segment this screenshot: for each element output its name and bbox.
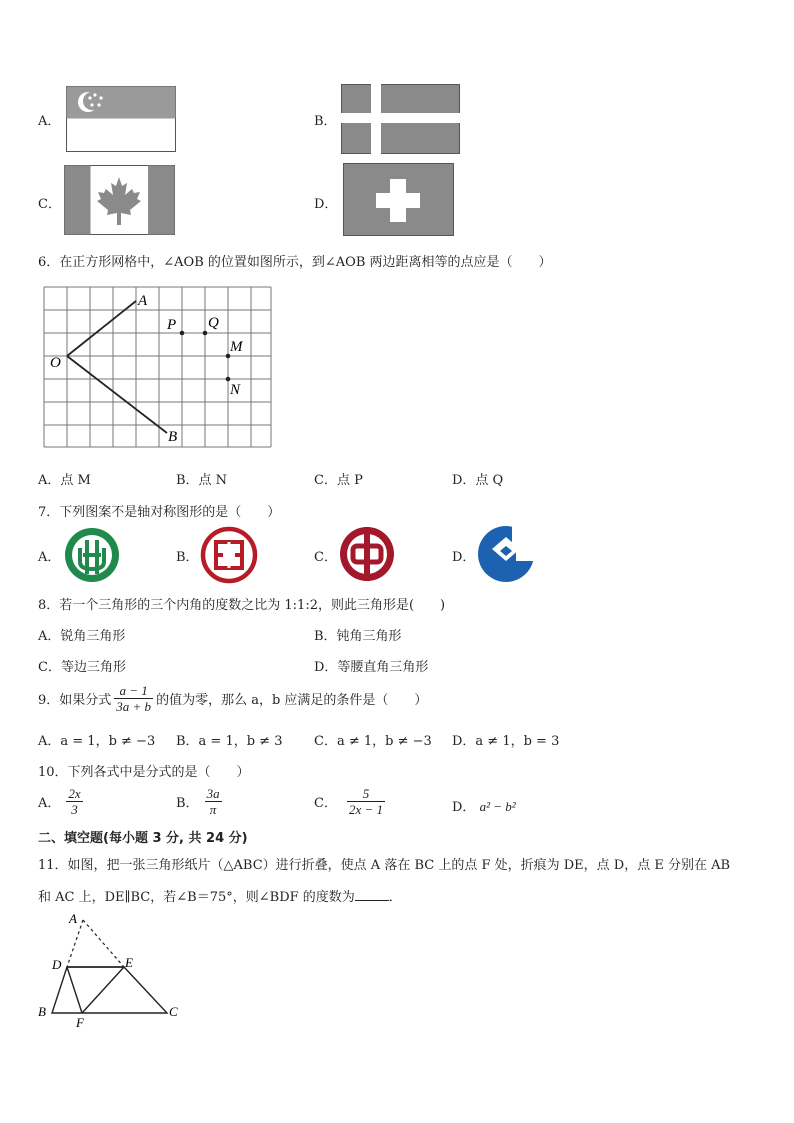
- q10-option-d-label: D．: [452, 800, 476, 815]
- q10-option-a-label: A．: [38, 796, 61, 811]
- label-c: C: [169, 1004, 178, 1019]
- q8-stem: 8．若一个三角形的三个内角的度数之比为 1:1:2，则此三角形是( ): [38, 598, 446, 613]
- label-m: M: [230, 339, 243, 355]
- q8-option-a: A．锐角三角形: [38, 629, 126, 644]
- q10-option-b-label: B．: [176, 796, 199, 811]
- q6-option-a: A．点 M: [38, 473, 91, 488]
- q6-option-c: C．点 P: [314, 473, 363, 488]
- q5-option-c-label: C．: [38, 197, 61, 212]
- label-f: F: [76, 1015, 84, 1030]
- icbc-logo-icon: [200, 526, 258, 588]
- q11-line2-end: ．: [388, 890, 402, 905]
- q6-stem: 6．在正方形网格中，∠AOB 的位置如图所示，到∠AOB 两边距离相等的点应是（ ）: [38, 255, 552, 270]
- label-a: A: [138, 293, 148, 309]
- q9-frac-den: 3a + b: [116, 699, 152, 714]
- q9-option-b: B．a = 1，b ≠ 3: [176, 734, 283, 749]
- q10-option-b-frac: [205, 786, 222, 817]
- q5-option-b-label: B．: [314, 114, 337, 129]
- q7-option-d-label: D．: [452, 550, 476, 565]
- label-o: O: [50, 355, 61, 371]
- q7-option-a-label: A．: [38, 550, 61, 565]
- canada-flag-icon: [64, 165, 175, 239]
- agricultural-bank-logo-icon: [63, 526, 121, 588]
- q9-option-a: A．a = 1，b ≠ −3: [38, 734, 156, 749]
- q10-a-den: 3: [71, 802, 78, 817]
- q9-prefix: 9．如果分式: [38, 693, 112, 708]
- q9-fraction: [114, 683, 153, 714]
- cross-flag-icon: [341, 84, 460, 158]
- q10-stem: 10．下列各式中是分式的是（ ）: [38, 765, 250, 780]
- construction-bank-logo-icon: [476, 525, 538, 587]
- q9-option-d: D．a ≠ 1，b = 3: [452, 734, 560, 749]
- q7-option-b-label: B．: [176, 550, 199, 565]
- answer-blank: [355, 888, 389, 901]
- q9-stem: [38, 683, 427, 714]
- q9-option-c: C．a ≠ 1，b ≠ −3: [314, 734, 432, 749]
- q10-b-den: π: [209, 802, 217, 817]
- q10-option-c-label: C．: [314, 796, 337, 811]
- section-title: 二、填空题(每小题 3 分, 共 24 分): [38, 831, 248, 846]
- q5-option-a-label: A．: [38, 114, 61, 129]
- q10-option-d-expr: a² − b²: [479, 799, 516, 814]
- label-a: A: [69, 911, 77, 926]
- q11-triangle-figure: [36, 910, 186, 1034]
- q6-grid-figure: [40, 285, 280, 454]
- q9-frac-num: a − 1: [114, 683, 153, 699]
- bank-of-china-logo-icon: [338, 525, 396, 587]
- q8-option-b: B．钝角三角形: [314, 629, 402, 644]
- q6-option-b: B．点 N: [176, 473, 228, 488]
- swiss-flag-icon: [343, 163, 454, 240]
- q5-option-d-label: D．: [314, 197, 338, 212]
- q10-option-c-frac: [347, 786, 385, 817]
- q9-suffix: 的值为零，那么 a，b 应满足的条件是（ ）: [156, 693, 428, 708]
- q10-c-num: 5: [347, 786, 385, 802]
- q10-c-den: 2x − 1: [348, 802, 383, 817]
- label-d: D: [52, 957, 62, 972]
- q8-option-c: C．等边三角形: [38, 660, 126, 675]
- q11-line2-text: 和 AC 上，DE∥BC，若∠B＝75°，则∠BDF 的度数为: [38, 890, 355, 905]
- q10-option-a-frac: [66, 786, 82, 817]
- q10-option-d: [452, 796, 516, 815]
- q10-a-num: 2x: [68, 786, 81, 801]
- label-p: P: [167, 317, 177, 333]
- label-n: N: [230, 382, 241, 398]
- label-e: E: [125, 955, 133, 970]
- q10-option-a: [38, 786, 83, 817]
- q7-option-c-label: C．: [314, 550, 337, 565]
- q10-option-c: [314, 786, 385, 817]
- q11-line2: [38, 886, 402, 905]
- q8-option-d: D．等腰直角三角形: [314, 660, 429, 675]
- label-b: B: [38, 1004, 46, 1019]
- q10-option-b: [176, 786, 222, 817]
- q11-line1: 11．如图，把一张三角形纸片（△ABC）进行折叠，使点 A 落在 BC 上的点 F 处，折痕为 DE，点 D，点 E 分别在 AB: [38, 858, 731, 873]
- q6-option-d: D．点 Q: [452, 473, 504, 488]
- label-q: Q: [208, 315, 219, 331]
- q7-stem: 7．下列图案不是轴对称图形的是（ ）: [38, 505, 281, 520]
- q10-b-num: 3a: [206, 786, 220, 801]
- label-b: B: [168, 429, 178, 445]
- singapore-flag-icon: [66, 86, 176, 156]
